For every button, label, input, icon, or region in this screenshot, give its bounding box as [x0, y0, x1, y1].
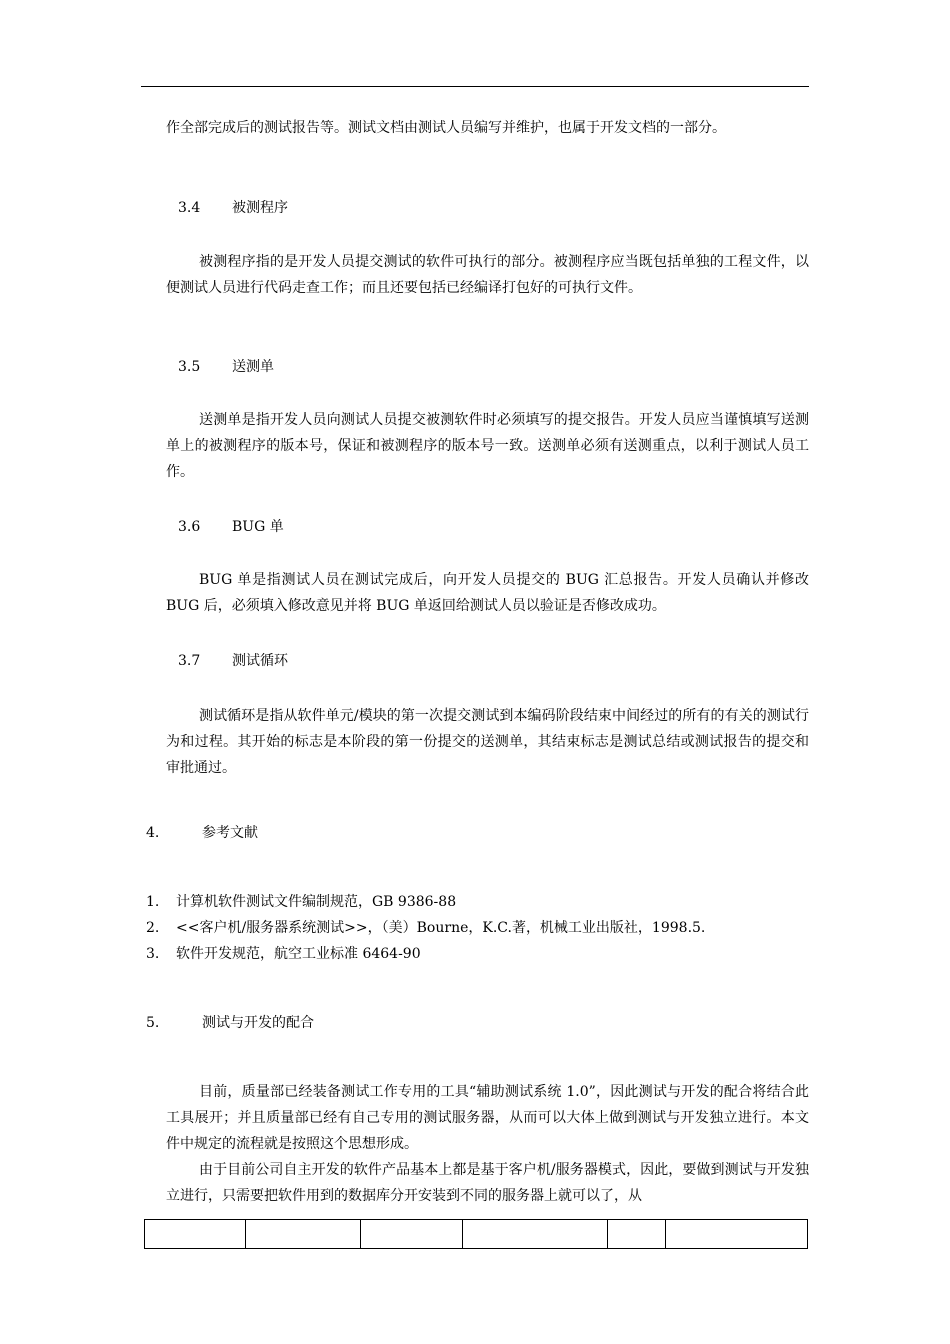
table-cell	[145, 1220, 246, 1249]
paragraph-tested-program: 被测程序指的是开发人员提交测试的软件可执行的部分。被测程序应当既包括单独的工程文件，以便测试人员进行代码走查工作；而且还要包括已经编译打包好的可执行文件。	[166, 254, 809, 296]
reference-text: <<客户机/服务器系统测试>>，（美）Bourne，K.C.著，机械工业出版社，1998.5.	[176, 920, 706, 936]
header-rule	[141, 86, 809, 87]
reference-text: 计算机软件测试文件编制规范，GB 9386-88	[176, 894, 457, 910]
section-number: 5.	[146, 1015, 160, 1031]
paragraph-test-docs: 作全部完成后的测试报告等。测试文档由测试人员编写并维护，也属于开发文档的一部分。	[166, 120, 726, 136]
reference-item	[146, 915, 705, 941]
heading-title: 被测程序	[232, 200, 288, 216]
table-cell	[608, 1220, 666, 1249]
heading-title: 测试循环	[232, 653, 288, 669]
heading-number: 3.5	[178, 359, 201, 375]
heading-title: 送测单	[232, 359, 274, 375]
heading-number: 3.6	[178, 519, 201, 535]
paragraph-cooperation-detail: 由于目前公司自主开发的软件产品基本上都是基于客户机/服务器模式，因此，要做到测试与开发独立进行，只需要把软件用到的数据库分开安装到不同的服务器上就可以了，从	[166, 1162, 809, 1204]
paragraph-test-cycle: 测试循环是指从软件单元/模块的第一次提交测试到本编码阶段结束中间经过的所有的有关的测试行为和过程。其开始的标志是本阶段的第一份提交的送测单，其结束标志是测试总结或测试报告的提交和审批通过。	[166, 708, 809, 776]
section-number: 4.	[146, 825, 160, 841]
reference-text: 软件开发规范，航空工业标准 6464-90	[176, 946, 421, 962]
paragraph-bug-form: BUG 单是指测试人员在测试完成后，向开发人员提交的 BUG 汇总报告。开发人员确认并修改 BUG 后，必须填入修改意见并将 BUG 单返回给测试人员以验证是否修改成功。	[166, 572, 809, 614]
footer-table	[144, 1219, 808, 1249]
reference-number: 3.	[146, 946, 160, 962]
table-cell	[463, 1220, 608, 1249]
section-title: 测试与开发的配合	[202, 1015, 314, 1031]
heading-3-5	[178, 354, 274, 380]
paragraph-submission-form: 送测单是指开发人员向测试人员提交被测软件时必须填写的提交报告。开发人员应当谨慎填写送测单上的被测程序的版本号，保证和被测程序的版本号一致。送测单必须有送测重点，以利于测试人员工作。	[166, 412, 809, 480]
heading-3-7	[178, 648, 288, 674]
heading-number: 3.7	[178, 653, 201, 669]
reference-number: 1.	[146, 894, 160, 910]
section-5-heading	[146, 1010, 314, 1036]
reference-item	[146, 889, 456, 915]
heading-title: BUG 单	[232, 519, 284, 535]
paragraph-cooperation-intro: 目前，质量部已经装备测试工作专用的工具“辅助测试系统 1.0”，因此测试与开发的配合将结合此工具展开；并且质量部已经有自己专用的测试服务器，从而可以大体上做到测试与开发独立进行。本文件中规定的流程就是按照这个思想形成。	[166, 1084, 809, 1152]
table-cell	[666, 1220, 808, 1249]
table-cell	[246, 1220, 361, 1249]
section-4-heading	[146, 820, 258, 846]
heading-number: 3.4	[178, 200, 201, 216]
heading-3-4	[178, 195, 288, 221]
reference-item	[146, 941, 421, 967]
table-cell	[361, 1220, 463, 1249]
reference-number: 2.	[146, 920, 160, 936]
heading-3-6	[178, 514, 284, 540]
table-row	[145, 1220, 808, 1249]
section-title: 参考文献	[202, 825, 258, 841]
